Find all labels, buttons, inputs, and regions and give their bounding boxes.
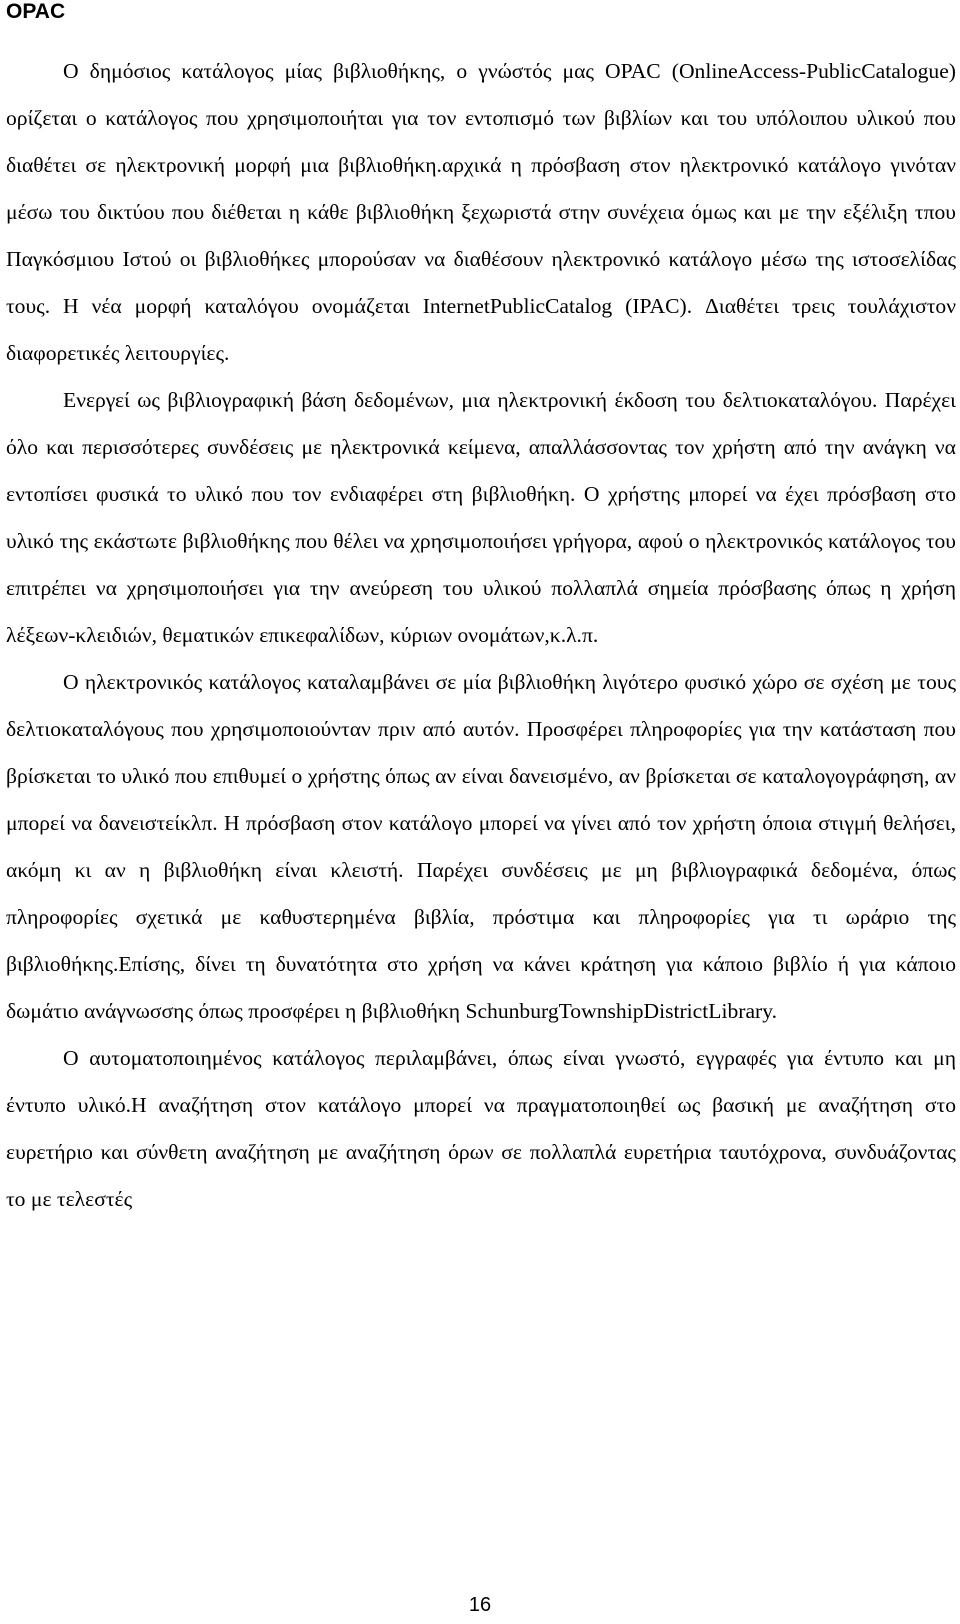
paragraph-2: Ενεργεί ως βιβλιογραφική βάση δεδομένων, μια ηλεκτρονική έκδοση του δελτιοκαταλόγου. Παρέχει όλο και περισσότερες συνδέσεις με ηλεκτρονικά κείμενα, απαλλάσσοντας τον χρήστη από την ανάγκη να εντοπίσει φυσικά το υλικό που τον ενδιαφέρει στη βιβλιοθήκη. Ο χρήστης μπορεί να έχει πρόσβαση στο υλικό της εκάστωτε βιβλιοθήκης που θέλει να χρησιμοποιήσει γρήγορα, αφού ο ηλεκτρονικός κατάλογος του επιτρέπει να χρησιμοποιήσει για την ανεύρεση του υλικού πολλαπλά σημεία πρόσβασης όπως η χρήση λέξεων-κλειδιών, θεματικών επικεφαλίδων, κύριων ονομάτων,κ.λ.π. <box>6 388 956 647</box>
paragraph-3: Ο ηλεκτρονικός κατάλογος καταλαμβάνει σε μία βιβλιοθήκη λιγότερο φυσικό χώρο σε σχέση με τους δελτιοκαταλόγους που χρησιμοποιούνταν πριν από αυτόν. Προσφέρει πληροφορίες για την κατάσταση που βρίσκεται το υλικό που επιθυμεί ο χρήστης όπως αν είναι δανεισμένο, αν βρίσκεται σε καταλογογράφηση, αν μπορεί να δανειστείκλπ. Η πρόσβαση στον κατάλογο μπορεί να γίνει από τον χρήστη όποια στιγμή θελήσει, ακόμη κι αν η βιβλιοθήκη είναι κλειστή. Παρέχει συνδέσεις με μη βιβλιογραφικά δεδομένα, όπως πληροφορίες σχετικά με καθυστερημένα βιβλία, πρόστιμα και πληροφορίες για τι ωράριο της βιβλιοθήκης.Επίσης, δίνει τη δυνατότητα στο χρήση να κάνει κράτηση για κάποιο βιβλίο ή για κάποιο δωμάτιο ανάγνωσσης όπως προσφέρει η βιβλιοθήκη SchunburgTownshipDistrictLibrary. <box>6 670 956 1023</box>
body-text <box>6 48 956 1223</box>
paragraph-1: Ο δημόσιος κατάλογος μίας βιβλιοθήκης, ο γνώστός μας OPAC (OnlineAccess-PublicCatalogue) ορίζεται ο κατάλογος που χρησιμοποιήται για τον εντοπισμό των βιβλίων και του υπόλοιπου υλικού που διαθέτει σε ηλεκτρονική μορφή μια βιβλιοθήκη.αρχικά η πρόσβαση στον ηλεκτρονικό κατάλογο γινόταν μέσω του δικτύου που διέθεται η κάθε βιβλιοθήκη ξεχωριστά στην συνέχεια όμως και με την εξέλιξη τπου Παγκόσμιου Ιστού οι βιβλιοθήκες μπορούσαν να διαθέσουν ηλεκτρονικό κατάλογο μέσω της ιστοσελίδας τους. Η νέα μορφή καταλόγου ονομάζεται InternetPublicCatalog (IPAC). Διαθέτει τρεις τουλάχιστον διαφορετικές λειτουργίες. <box>6 59 956 365</box>
section-heading: OPAC <box>6 0 66 23</box>
page-number: 16 <box>468 1594 492 1616</box>
paragraph-4: Ο αυτοματοποιημένος κατάλογος περιλαμβάνει, όπως είναι γνωστό, εγγραφές για έντυπο και μη έντυπο υλικό.Η αναζήτηση στον κατάλογο μπορεί να πραγματοποιηθεί ως βασική με αναζήτηση στο ευρετήριο και σύνθετη αναζήτηση με αναζήτηση όρων σε πολλαπλά ευρετήρια ταυτόχρονα, συνδυάζοντας το με τελεστές <box>6 1046 956 1211</box>
